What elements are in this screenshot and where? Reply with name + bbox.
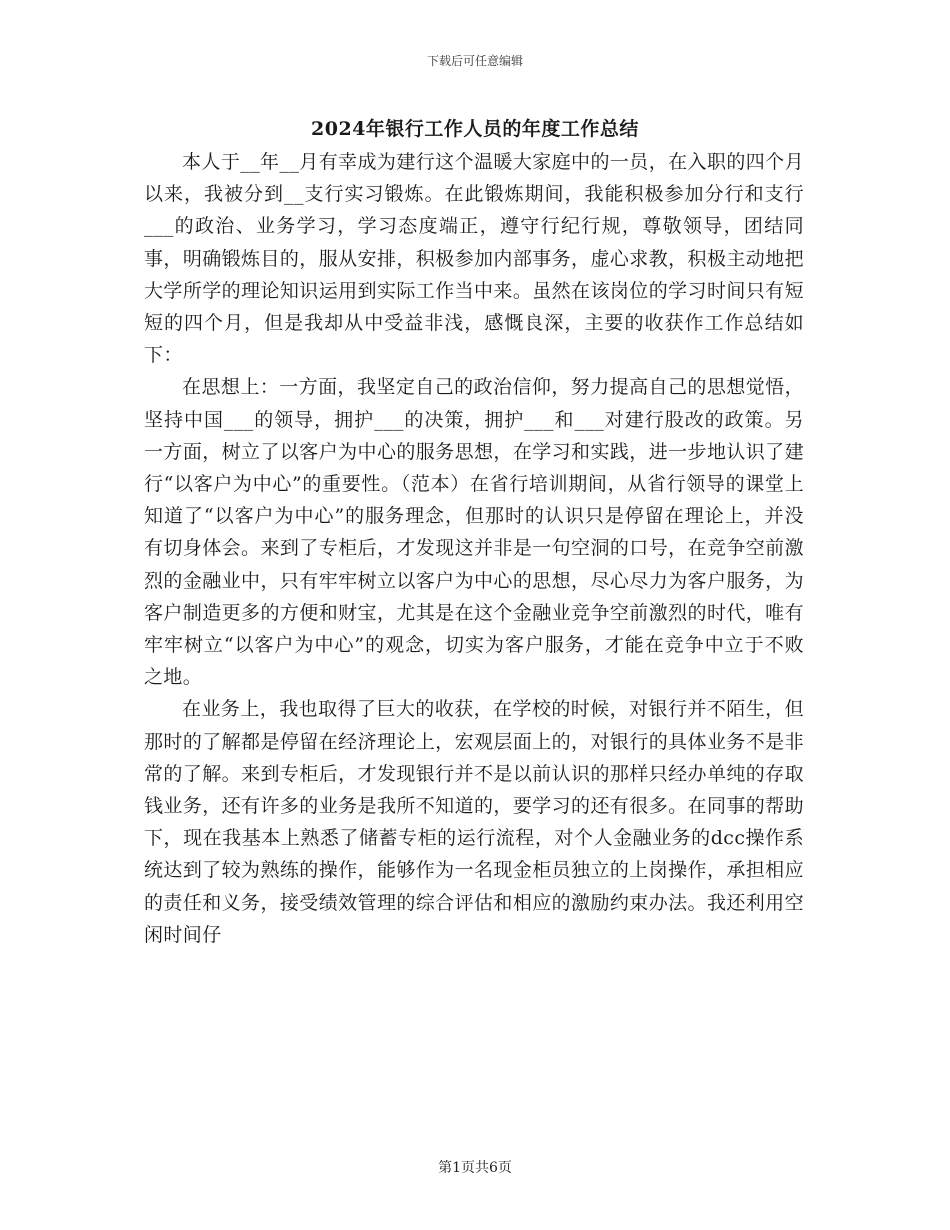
- page-indicator: 第1页共6页: [438, 1160, 512, 1176]
- paragraph-business: 在业务上，我也取得了巨大的收获，在学校的时候，对银行并不陌生，但那时的了解都是停留在经济理论上，宏观层面上的，对银行的具体业务不是非常的了解。来到专柜后，才发现银行并不是以前认识的那样只经办单纯的存取钱业务，还有许多的业务是我所不知道的，要学习的还有很多。在同事的帮助下，现在我基本上熟悉了储蓄专柜的运行流程，对个人金融业务的dcc操作系统达到了较为熟练的操作，能够作为一名现金柜员独立的上岗操作，承担相应的责任和义务，接受绩效管理的综合评估和相应的激励约束办法。我还利用空闲时间仔: [144, 698, 804, 946]
- paragraph-intro: 本人于__年__月有幸成为建行这个温暖大家庭中的一员，在入职的四个月以来，我被分到__支行实习锻炼。在此锻炼期间，我能积极参加分行和支行___的政治、业务学习，学习态度端正，遵守行纪行规，尊敬领导，团结同事，明确锻炼目的，服从安排，积极参加内部事务，虚心求教，积极主动地把大学所学的理论知识运用到实际工作当中来。虽然在该岗位的学习时间只有短短的四个月，但是我却从中受益非浅，感慨良深，主要的收获作工作总结如下：: [144, 151, 804, 367]
- document-title: 2024年银行工作人员的年度工作总结: [311, 118, 639, 140]
- header-note: 下载后可任意编辑: [426, 54, 523, 68]
- paragraph-ideology: 在思想上：一方面，我坚定自己的政治信仰，努力提高自己的思想觉悟，坚持中国___的领导，拥护___的决策，拥护___和___对建行股改的政策。另一方面，树立了以客户为中心的服务思想，在学习和实践，进一步地认识了建行“以客户为中心”的重要性。（范本）在省行培训期间，从省行领导的课堂上知道了“以客户为中心”的服务理念，但那时的认识只是停留在理论上，并没有切身体会。来到了专柜后，才发现这并非是一句空洞的口号，在竞争空前激烈的金融业中，只有牢牢树立以客户为中心的思想，尽心尽力为客户服务，为客户制造更多的方便和财宝，尤其是在这个金融业竞争空前激烈的时代，唯有牢牢树立“以客户为中心”的观念，切实为客户服务，才能在竞争中立于不败之地。: [144, 376, 804, 689]
- document-body: [144, 146, 804, 951]
